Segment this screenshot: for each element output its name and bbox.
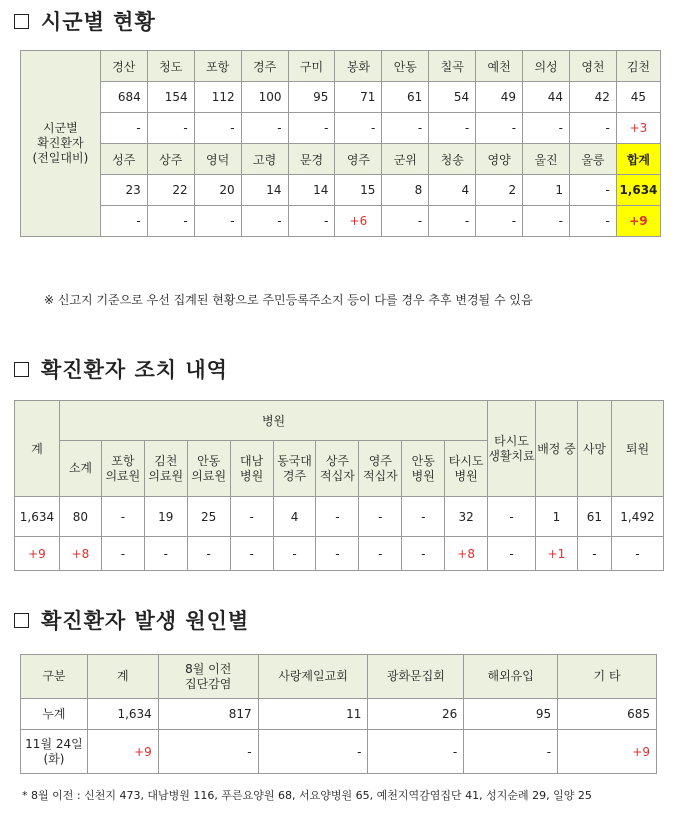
cause-header: 8월 이전 집단감염 xyxy=(158,655,258,699)
city-name: 영주 xyxy=(335,144,382,175)
case-count: 2 xyxy=(476,175,523,206)
treatment-value: +1 xyxy=(536,537,578,571)
daily-change: - xyxy=(569,206,616,237)
treatment-value: 19 xyxy=(144,497,187,537)
cause-row xyxy=(21,730,657,774)
s1-footnote: ※ 신고지 기준으로 우선 집계된 현황으로 주민등록주소지 등이 다를 경우 추후 변경될 수 있음 xyxy=(44,293,533,307)
daily-change: - xyxy=(241,113,288,144)
treatment-value: - xyxy=(187,537,230,571)
city-name: 성주 xyxy=(100,144,147,175)
city-name: 문경 xyxy=(288,144,335,175)
th-hospital: 병원 xyxy=(59,401,487,441)
treatment-value: 25 xyxy=(187,497,230,537)
th-hospital-sub: 안동 의료원 xyxy=(187,441,230,497)
treatment-value: 61 xyxy=(577,497,611,537)
case-count: 20 xyxy=(194,175,241,206)
daily-change: - xyxy=(429,206,476,237)
city-name: 영천 xyxy=(569,51,616,82)
treatment-value: - xyxy=(402,537,445,571)
daily-change: - xyxy=(194,206,241,237)
cause-value: +9 xyxy=(87,730,158,774)
case-count: 95 xyxy=(288,82,335,113)
city-name: 울진 xyxy=(523,144,570,175)
case-count: 44 xyxy=(523,82,570,113)
treatment-value: - xyxy=(488,537,536,571)
treatment-value: - xyxy=(359,537,402,571)
daily-change: - xyxy=(194,113,241,144)
city-name: 청송 xyxy=(429,144,476,175)
daily-change: - xyxy=(288,113,335,144)
city-name: 합계 xyxy=(616,144,660,175)
city-name: 경산 xyxy=(100,51,147,82)
daily-change: +9 xyxy=(616,206,660,237)
cause-value: - xyxy=(368,730,464,774)
case-count: 4 xyxy=(429,175,476,206)
cause-value: 26 xyxy=(368,699,464,730)
section3-heading xyxy=(14,605,249,635)
treatment-value: - xyxy=(611,537,663,571)
case-count: 23 xyxy=(100,175,147,206)
city-name: 칠곡 xyxy=(429,51,476,82)
checkbox-square-icon xyxy=(14,14,29,29)
daily-change: - xyxy=(476,113,523,144)
city-name: 경주 xyxy=(241,51,288,82)
treatment-row xyxy=(15,497,664,537)
checkbox-square-icon xyxy=(14,613,29,628)
treatment-value: 1,634 xyxy=(15,497,60,537)
city-name: 고령 xyxy=(241,144,288,175)
case-count: 684 xyxy=(100,82,147,113)
th-total: 계 xyxy=(15,401,60,497)
cause-value: 1,634 xyxy=(87,699,158,730)
cause-value: - xyxy=(464,730,558,774)
th-death: 사망 xyxy=(577,401,611,497)
city-name: 상주 xyxy=(147,144,194,175)
row-label: 시군별 확진환자 (전일대비) xyxy=(21,51,101,237)
case-count: 71 xyxy=(335,82,382,113)
daily-change: - xyxy=(147,206,194,237)
case-count: 100 xyxy=(241,82,288,113)
case-count: 22 xyxy=(147,175,194,206)
case-count: 112 xyxy=(194,82,241,113)
case-count: 15 xyxy=(335,175,382,206)
city-name: 안동 xyxy=(382,51,429,82)
city-name: 영덕 xyxy=(194,144,241,175)
city-name: 김천 xyxy=(616,51,660,82)
daily-change: - xyxy=(569,113,616,144)
case-count: 14 xyxy=(241,175,288,206)
city-name: 청도 xyxy=(147,51,194,82)
treatment-value: - xyxy=(316,497,359,537)
cause-value: 817 xyxy=(158,699,258,730)
city-name: 예천 xyxy=(476,51,523,82)
cause-table xyxy=(20,654,657,774)
daily-change: - xyxy=(100,206,147,237)
cause-header: 광화문집회 xyxy=(368,655,464,699)
th-hospital-sub: 대남 병원 xyxy=(230,441,273,497)
case-count: 1 xyxy=(523,175,570,206)
daily-change: - xyxy=(100,113,147,144)
cause-header: 기 타 xyxy=(558,655,657,699)
daily-change: - xyxy=(523,206,570,237)
section2-heading xyxy=(14,354,228,384)
section3-title: 확진환자 발생 원인별 xyxy=(41,609,250,633)
cause-value: 685 xyxy=(558,699,657,730)
section1-title: 시군별 현황 xyxy=(41,10,156,34)
cause-header: 사랑제일교회 xyxy=(258,655,368,699)
treatment-value: - xyxy=(316,537,359,571)
case-count: - xyxy=(569,175,616,206)
cause-value: - xyxy=(158,730,258,774)
daily-change: +3 xyxy=(616,113,660,144)
treatment-value: 1 xyxy=(536,497,578,537)
daily-change: - xyxy=(288,206,335,237)
case-count: 49 xyxy=(476,82,523,113)
treatment-value: - xyxy=(402,497,445,537)
daily-change: - xyxy=(382,113,429,144)
th-hospital-sub: 김천 의료원 xyxy=(144,441,187,497)
treatment-value: 4 xyxy=(273,497,316,537)
th-hospital-sub: 동국대 경주 xyxy=(273,441,316,497)
daily-change: - xyxy=(241,206,288,237)
daily-change: - xyxy=(382,206,429,237)
case-count: 154 xyxy=(147,82,194,113)
s3-footnote: * 8월 이전 : 신천지 473, 대남병원 116, 푸른요양원 68, 서요양병원 65, 예천지역감염집단 41, 성지순례 29, 일양 25 xyxy=(22,789,592,802)
section2-title: 확진환자 조치 내역 xyxy=(41,358,228,382)
th-hospital-sub: 소계 xyxy=(59,441,101,497)
th-discharge: 퇴원 xyxy=(611,401,663,497)
treatment-value: 1,492 xyxy=(611,497,663,537)
daily-change: - xyxy=(523,113,570,144)
case-count: 45 xyxy=(616,82,660,113)
treatment-value: +9 xyxy=(15,537,60,571)
cause-header: 해외유입 xyxy=(464,655,558,699)
treatment-value: - xyxy=(101,497,144,537)
case-count: 14 xyxy=(288,175,335,206)
treatment-value: - xyxy=(230,497,273,537)
th-hospital-sub: 상주 적십자 xyxy=(316,441,359,497)
city-row xyxy=(21,113,661,144)
daily-change: - xyxy=(476,206,523,237)
treatment-value: - xyxy=(101,537,144,571)
city-name: 군위 xyxy=(382,144,429,175)
treatment-value: - xyxy=(359,497,402,537)
city-name: 울릉 xyxy=(569,144,616,175)
case-count: 8 xyxy=(382,175,429,206)
city-status-table xyxy=(20,50,661,237)
case-count: 42 xyxy=(569,82,616,113)
cause-row xyxy=(21,699,657,730)
cause-header: 계 xyxy=(87,655,158,699)
city-row xyxy=(21,206,661,237)
treatment-value: - xyxy=(273,537,316,571)
city-row xyxy=(21,175,661,206)
treatment-row xyxy=(15,537,664,571)
checkbox-square-icon xyxy=(14,362,29,377)
city-name: 포항 xyxy=(194,51,241,82)
treatment-table xyxy=(14,400,664,571)
cause-value: +9 xyxy=(558,730,657,774)
th-hospital-sub: 포항 의료원 xyxy=(101,441,144,497)
daily-change: - xyxy=(429,113,476,144)
case-count: 54 xyxy=(429,82,476,113)
city-row xyxy=(21,82,661,113)
cause-row-label: 누계 xyxy=(21,699,88,730)
th-hospital-sub: 타시도 병원 xyxy=(445,441,488,497)
case-count: 61 xyxy=(382,82,429,113)
treatment-value: - xyxy=(144,537,187,571)
th-residential: 타시도 생활치료 xyxy=(488,401,536,497)
th-hospital-sub: 안동 병원 xyxy=(402,441,445,497)
th-waiting: 배정 중 xyxy=(536,401,578,497)
treatment-value: - xyxy=(230,537,273,571)
daily-change: - xyxy=(147,113,194,144)
treatment-value: +8 xyxy=(445,537,488,571)
treatment-value: 80 xyxy=(59,497,101,537)
city-name: 영양 xyxy=(476,144,523,175)
treatment-value: +8 xyxy=(59,537,101,571)
th-hospital-sub: 영주 적십자 xyxy=(359,441,402,497)
cause-header: 구분 xyxy=(21,655,88,699)
treatment-value: - xyxy=(577,537,611,571)
daily-change: +6 xyxy=(335,206,382,237)
case-count: 1,634 xyxy=(616,175,660,206)
city-name: 봉화 xyxy=(335,51,382,82)
daily-change: - xyxy=(335,113,382,144)
city-row xyxy=(21,51,661,82)
cause-value: - xyxy=(258,730,368,774)
treatment-value: - xyxy=(488,497,536,537)
cause-value: 95 xyxy=(464,699,558,730)
city-row xyxy=(21,144,661,175)
cause-value: 11 xyxy=(258,699,368,730)
cause-row-label: 11월 24일 (화) xyxy=(21,730,88,774)
city-name: 구미 xyxy=(288,51,335,82)
treatment-value: 32 xyxy=(445,497,488,537)
section1-heading xyxy=(14,6,156,36)
city-name: 의성 xyxy=(523,51,570,82)
